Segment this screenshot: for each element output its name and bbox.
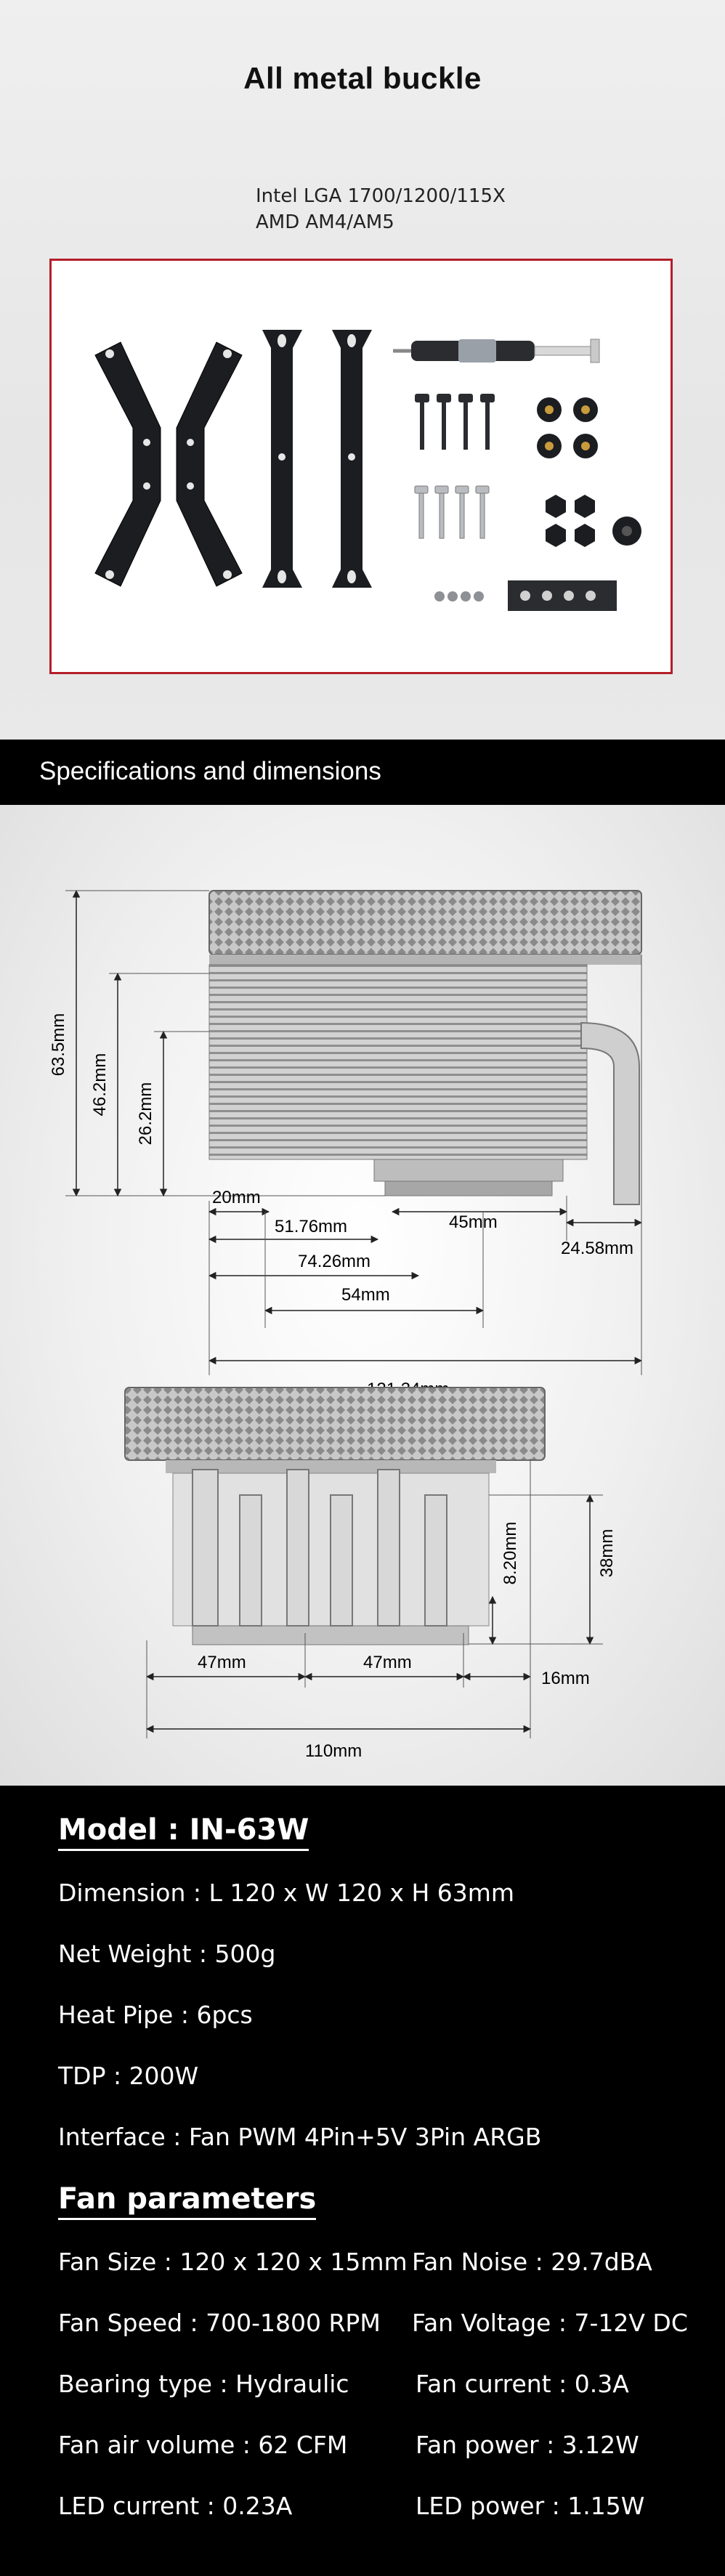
fan-size: Fan Size : 120 x 120 x 15mm (58, 2248, 408, 2276)
dim-74-26: 74.26mm (298, 1252, 371, 1271)
spec-net-weight: Net Weight : 500g (58, 1940, 276, 1968)
small-screws (434, 591, 484, 602)
dim-pipe-height: 26.2mm (136, 1082, 155, 1146)
fan-noise: Fan Noise : 29.7dBA (412, 2248, 652, 2276)
fan-shroud-side (209, 891, 641, 955)
dim-fin-height: 46.2mm (90, 1053, 110, 1117)
accessories-section (0, 0, 725, 740)
mounting-screws-black (415, 394, 495, 450)
fan-shroud-front (125, 1388, 545, 1460)
page-title: All metal buckle (243, 61, 482, 95)
dim-47-left: 47mm (198, 1653, 246, 1672)
heatpipe-bend (581, 1023, 639, 1204)
fan-air-volume: Fan air volume : 62 CFM (58, 2431, 348, 2459)
accessories-photo (49, 259, 673, 674)
fan-voltage: Fan Voltage : 7-12V DC (412, 2309, 688, 2337)
spec-interface: Interface : Fan PWM 4Pin+5V 3Pin ARGB (58, 2123, 542, 2151)
specifications-section (0, 1786, 725, 2576)
dim-45: 45mm (449, 1212, 498, 1232)
dim-51-76: 51.76mm (275, 1217, 348, 1236)
dim-24-58: 24.58mm (561, 1239, 634, 1258)
dim-16: 16mm (541, 1669, 590, 1688)
spec-heat-pipe: Heat Pipe : 6pcs (58, 2001, 253, 2029)
front-view-drawing (125, 1388, 617, 1761)
dim-47-right: 47mm (363, 1653, 412, 1672)
spec-dimension: Dimension : L 120 x W 120 x H 63mm (58, 1879, 515, 1907)
intel-bracket-right (177, 342, 242, 586)
socket-compatibility (256, 183, 506, 235)
fan-speed: Fan Speed : 700-1800 RPM (58, 2309, 381, 2337)
thermal-paste-syringe (393, 339, 599, 362)
led-current: LED current : 0.23A (58, 2492, 293, 2520)
dim-8-20: 8.20mm (501, 1521, 520, 1585)
fan-current: Fan current : 0.3A (416, 2370, 629, 2398)
dim-20: 20mm (212, 1188, 261, 1207)
dimension-drawings (0, 805, 725, 1786)
intel-bracket-left (95, 342, 161, 586)
front-base (193, 1626, 469, 1645)
fin-stack-side (209, 965, 587, 1159)
led-power: LED power : 1.15W (416, 2492, 645, 2520)
spec-tdp: TDP : 200W (58, 2062, 199, 2090)
thumb-nuts (537, 397, 598, 458)
dimensions-section (0, 805, 725, 1786)
dim-110: 110mm (305, 1741, 362, 1761)
amd-sockets: AMD AM4/AM5 (256, 211, 394, 233)
side-view-drawing (49, 891, 641, 1399)
section-header-label: Specifications and dimensions (39, 757, 381, 785)
hex-nuts (546, 495, 595, 547)
fan-parameters-heading: Fan parameters (58, 2182, 317, 2216)
dim-38: 38mm (597, 1528, 617, 1578)
intel-sockets: Intel LGA 1700/1200/115X (256, 185, 506, 207)
section-header-bar (0, 740, 725, 805)
dim-total-height: 63.5mm (49, 1013, 68, 1077)
fan-bearing: Bearing type : Hydraulic (58, 2370, 349, 2398)
fan-power: Fan power : 3.12W (416, 2431, 639, 2459)
accessories-illustration (52, 261, 671, 672)
standoff-screws-silver (415, 486, 489, 538)
dim-54: 54mm (341, 1285, 390, 1305)
model-heading: Model : IN-63W (58, 1813, 309, 1847)
copper-base (374, 1159, 563, 1181)
